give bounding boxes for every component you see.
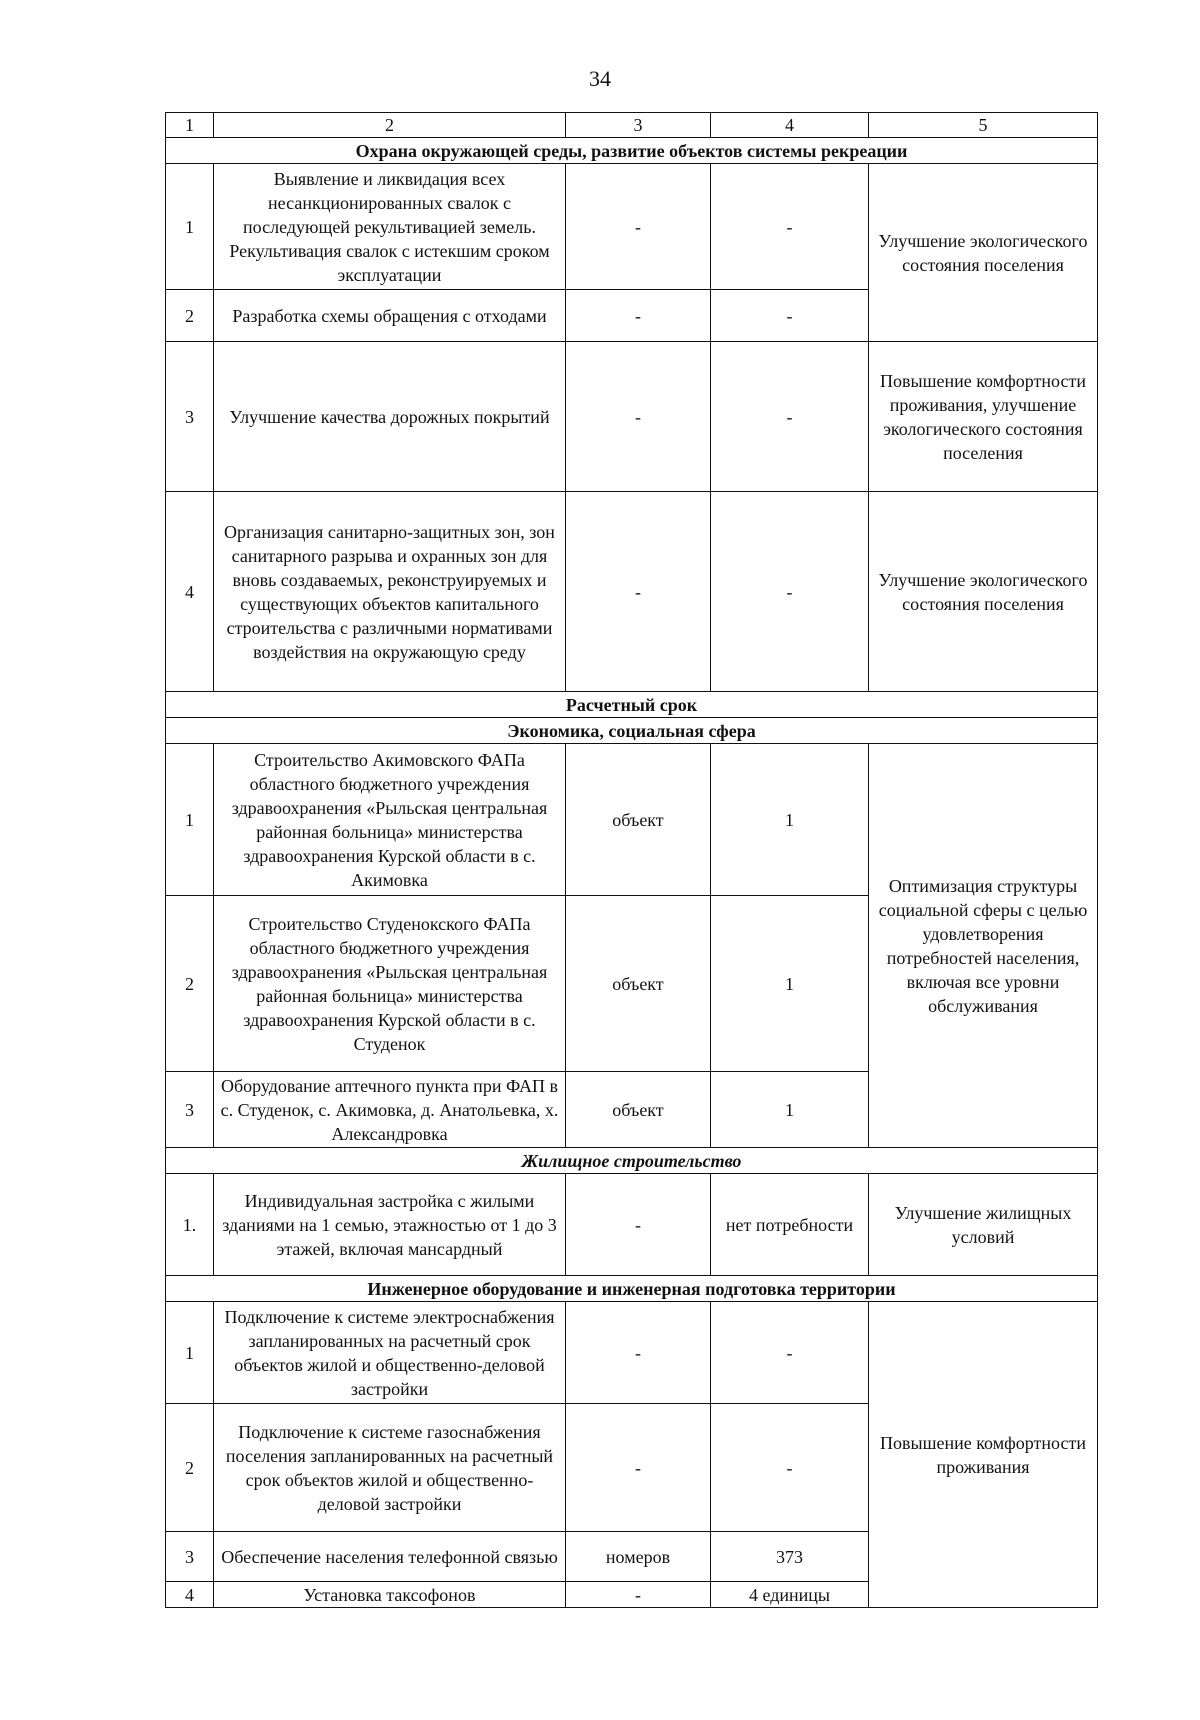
unit-cell: -	[566, 1174, 711, 1276]
result-cell: Улучшение жилищных условий	[869, 1174, 1098, 1276]
measure-name: Организация санитарно-защитных зон, зон санитарного разрыва и охранных зон для вновь создаваемых, реконструируемых и существующих объектов капитального строительства с различными нормативами воздействия на окружающую среду	[214, 492, 566, 692]
table-row	[166, 744, 1098, 896]
quantity-cell: 373	[711, 1532, 869, 1582]
result-cell: Улучшение экологического состояния поселения	[869, 492, 1098, 692]
section-heading-engineering: Инженерное оборудование и инженерная подготовка территории	[166, 1276, 1098, 1302]
quantity-cell: -	[711, 290, 869, 342]
section-heading-environment: Охрана окружающей среды, развитие объектов системы рекреации	[166, 138, 1098, 164]
row-number: 3	[166, 1532, 214, 1582]
header-cell: 4	[711, 113, 869, 138]
row-number: 1	[166, 744, 214, 896]
measure-name: Оборудование аптечного пункта при ФАП в с. Студенок, с. Акимовка, д. Анатольевка, х. Александровка	[214, 1072, 566, 1148]
table-row	[166, 164, 1098, 290]
result-cell: Оптимизация структуры социальной сферы с целью удовлетворения потребностей населения, включая все уровни обслуживания	[869, 744, 1098, 1148]
quantity-cell: -	[711, 492, 869, 692]
measure-name: Строительство Студенокского ФАПа областного бюджетного учреждения здравоохранения «Рыльская центральная районная больница» министерства здравоохранения Курской области в с. Студенок	[214, 896, 566, 1072]
unit-cell: -	[566, 1582, 711, 1608]
row-number: 2	[166, 896, 214, 1072]
unit-cell: -	[566, 342, 711, 492]
row-number: 3	[166, 342, 214, 492]
unit-cell: объект	[566, 1072, 711, 1148]
measure-name: Подключение к системе газоснабжения поселения запланированных на расчетный срок объектов жилой и общественно-деловой застройки	[214, 1404, 566, 1532]
header-cell: 3	[566, 113, 711, 138]
quantity-cell: -	[711, 342, 869, 492]
result-cell: Улучшение экологического состояния поселения	[869, 164, 1098, 342]
table-row	[166, 1302, 1098, 1404]
row-number: 4	[166, 1582, 214, 1608]
unit-cell: объект	[566, 744, 711, 896]
quantity-cell: нет потребности	[711, 1174, 869, 1276]
measure-name: Выявление и ликвидация всех несанкционированных свалок с последующей рекультивацией земель. Рекультивация свалок с истекшим сроком эксплуатации	[214, 164, 566, 290]
header-cell: 2	[214, 113, 566, 138]
unit-cell: -	[566, 290, 711, 342]
page-number: 34	[589, 66, 611, 91]
quantity-cell: 1	[711, 1072, 869, 1148]
section-heading-economy: Экономика, социальная сфера	[166, 718, 1098, 744]
unit-cell: -	[566, 164, 711, 290]
result-cell: Повышение комфортности проживания, улучшение экологического состояния поселения	[869, 342, 1098, 492]
header-cell: 1	[166, 113, 214, 138]
unit-cell: номеров	[566, 1532, 711, 1582]
quantity-cell: -	[711, 1302, 869, 1404]
unit-cell: -	[566, 1404, 711, 1532]
quantity-cell: 1	[711, 744, 869, 896]
table-row	[166, 1174, 1098, 1276]
table-row	[166, 342, 1098, 492]
header-row	[166, 113, 1098, 138]
measure-name: Улучшение качества дорожных покрытий	[214, 342, 566, 492]
measure-name: Подключение к системе электроснабжения запланированных на расчетный срок объектов жилой и общественно-деловой застройки	[214, 1302, 566, 1404]
row-number: 2	[166, 1404, 214, 1532]
measure-name: Обеспечение населения телефонной связью	[214, 1532, 566, 1582]
unit-cell: -	[566, 492, 711, 692]
measure-name: Разработка схемы обращения с отходами	[214, 290, 566, 342]
measures-table	[165, 112, 1098, 1608]
row-number: 2	[166, 290, 214, 342]
row-number: 1.	[166, 1174, 214, 1276]
row-number: 1	[166, 1302, 214, 1404]
result-cell: Повышение комфортности проживания	[869, 1302, 1098, 1608]
measure-name: Установка таксофонов	[214, 1582, 566, 1608]
measure-name: Индивидуальная застройка с жилыми зданиями на 1 семью, этажностью от 1 до 3 этажей, включая мансардный	[214, 1174, 566, 1276]
row-number: 3	[166, 1072, 214, 1148]
quantity-cell: 4 единицы	[711, 1582, 869, 1608]
section-heading-housing: Жилищное строительство	[166, 1148, 1098, 1174]
quantity-cell: -	[711, 1404, 869, 1532]
row-number: 4	[166, 492, 214, 692]
quantity-cell: -	[711, 164, 869, 290]
header-cell: 5	[869, 113, 1098, 138]
row-number: 1	[166, 164, 214, 290]
measure-name: Строительство Акимовского ФАПа областного бюджетного учреждения здравоохранения «Рыльская центральная районная больница» министерства здравоохранения Курской области в с. Акимовка	[214, 744, 566, 896]
unit-cell: объект	[566, 896, 711, 1072]
section-heading-term: Расчетный срок	[166, 692, 1098, 718]
quantity-cell: 1	[711, 896, 869, 1072]
unit-cell: -	[566, 1302, 711, 1404]
table-row	[166, 492, 1098, 692]
